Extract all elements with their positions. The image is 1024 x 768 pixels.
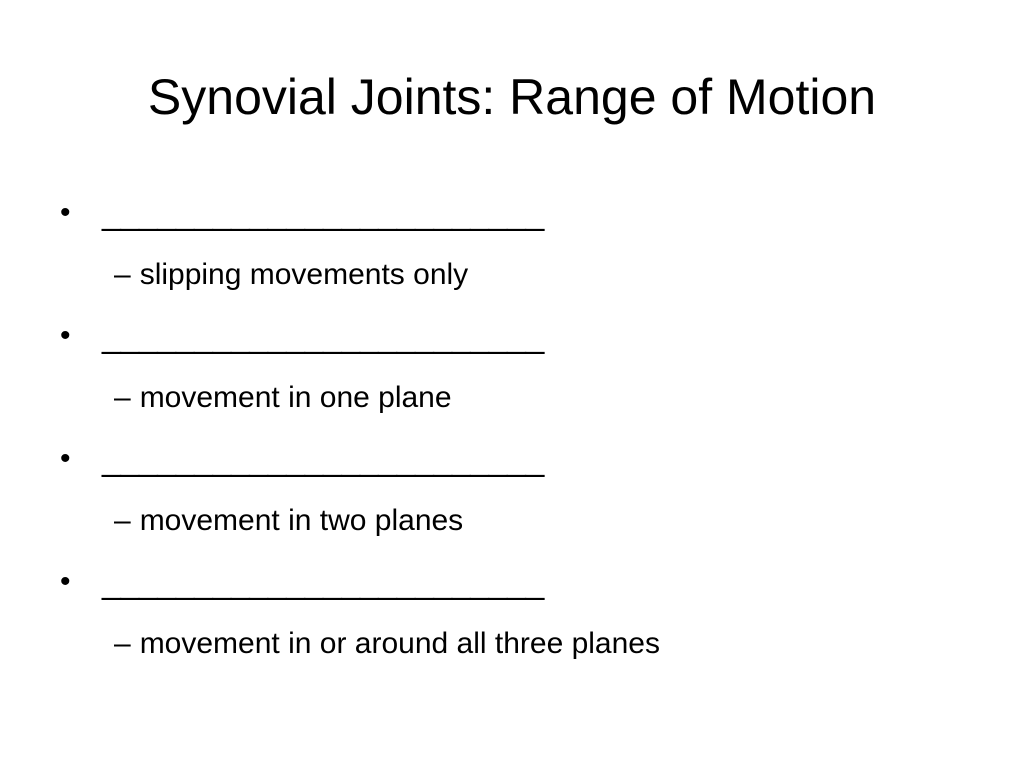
sub-text: movement in one plane [139,381,452,414]
sub-text: movement in two planes [139,504,464,537]
bullet-list [58,185,978,677]
sub-dash-icon: – [114,258,131,291]
bullet-item-2 [58,308,978,431]
bullet-dot-icon: • [60,319,71,352]
bullet-main-line [58,554,978,610]
bullet-sub-line [114,610,978,677]
bullet-main-line [58,308,978,364]
bullet-item-1 [58,185,978,308]
bullet-sub-line [114,241,978,308]
bullet-dot-icon: • [60,442,71,475]
bullet-sub-line [114,364,978,431]
fill-in-blank: ________________________ [102,194,544,232]
bullet-item-4 [58,554,978,677]
fill-in-blank: ________________________ [102,440,544,478]
bullet-main-line [58,431,978,487]
sub-text: movement in or around all three planes [139,627,660,660]
fill-in-blank: ________________________ [102,317,544,355]
sub-dash-icon: – [114,504,131,537]
sub-dash-icon: – [114,381,131,414]
bullet-sub-line [114,487,978,554]
sub-dash-icon: – [114,627,131,660]
slide-title: Synovial Joints: Range of Motion [147,69,877,125]
fill-in-blank: ________________________ [102,563,544,601]
bullet-dot-icon: • [60,565,71,598]
bullet-item-3 [58,431,978,554]
bullet-dot-icon: • [60,196,71,229]
sub-text: slipping movements only [139,258,469,291]
bullet-main-line [58,185,978,241]
